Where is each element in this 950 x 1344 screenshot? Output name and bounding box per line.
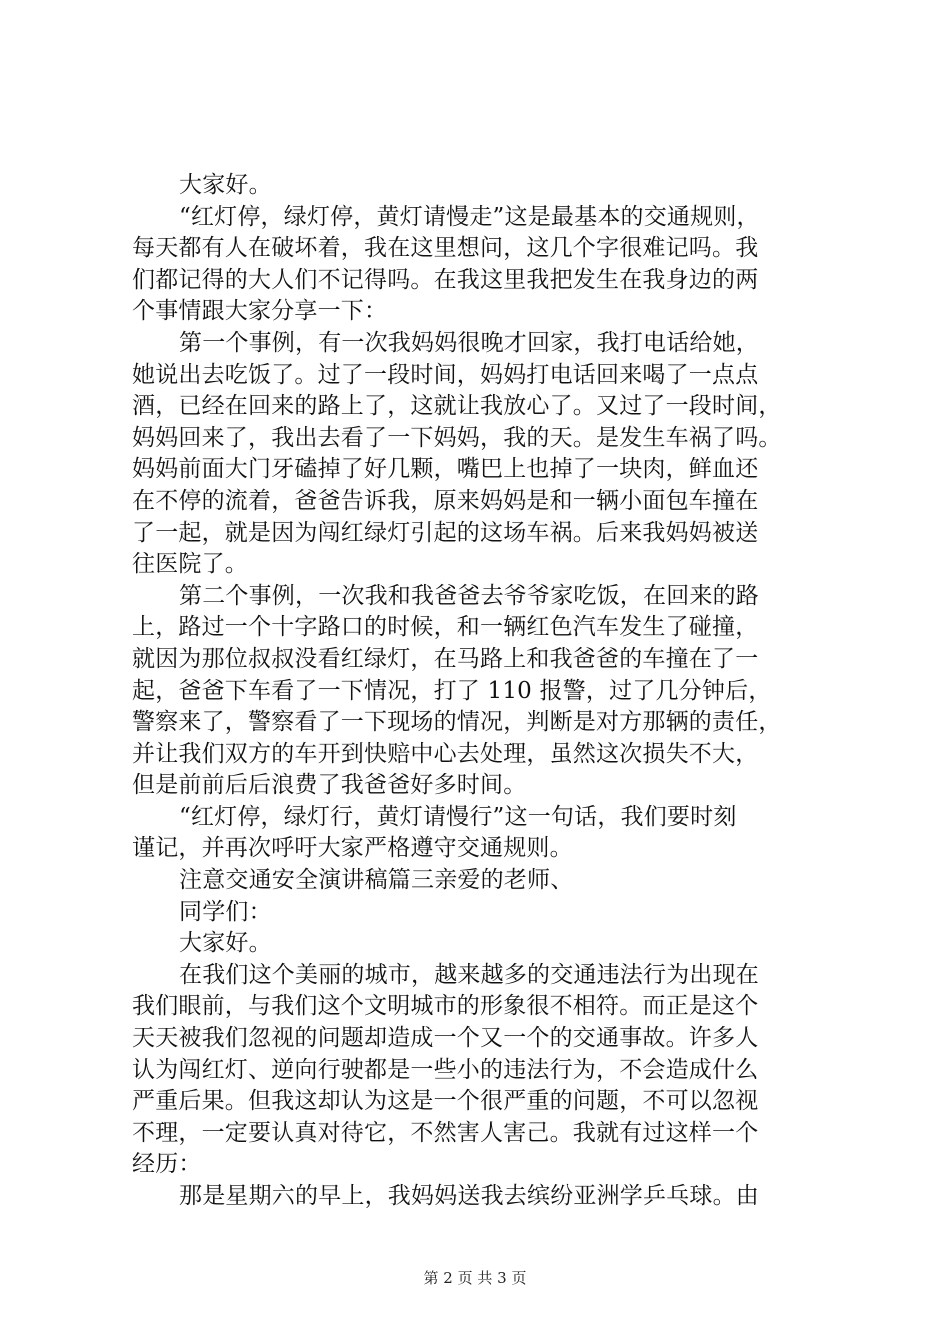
text-line: 天天被我们忽视的问题却造成一个又一个的交通事故。许多人 [132, 1025, 759, 1052]
text-line: “红灯停，绿灯停，黄灯请慢走”这是最基本的交通规则， [179, 203, 760, 230]
paragraph [132, 802, 832, 865]
text-line: 第二个事例，一次我和我爸爸去爷爷家吃饭，在回来的路 [179, 582, 759, 609]
text-line: 妈妈前面大门牙磕掉了好几颗，嘴巴上也掉了一块肉，鲜血还 [132, 456, 759, 483]
text-line: 在我们这个美丽的城市，越来越多的交通违法行为出现在 [179, 961, 759, 988]
text-line: 警察来了，警察看了一下现场的情况，判断是对方那辆的责任， [132, 709, 782, 736]
paragraph [132, 328, 832, 581]
section-heading: 注意交通安全演讲稿篇三亲爱的老师、 [179, 867, 574, 894]
text-line: 个事情跟大家分享一下： [132, 298, 388, 325]
text-line: 在不停的流着，爸爸告诉我，原来妈妈是和一辆小面包车撞在 [132, 487, 759, 514]
text-line: 就因为那位叔叔没看红绿灯，在马路上和我爸爸的车撞在了一 [132, 645, 759, 672]
text-line: 她说出去吃饭了。过了一段时间，妈妈打电话回来喝了一点点 [132, 361, 759, 388]
text-line: 并让我们双方的车开到快赔中心去处理，虽然这次损失不大， [132, 740, 759, 767]
page-footer [0, 1268, 950, 1288]
document-body [132, 170, 832, 1213]
text-line: 上，路过一个十字路口的时候，和一辆红色汽车发生了碰撞， [132, 614, 759, 641]
text-line: 我们眼前，与我们这个文明城市的形象很不相符。而正是这个 [132, 993, 759, 1020]
text-line: 起，爸爸下车看了一下情况，打了 110 报警，过了几分钟后， [132, 677, 772, 704]
page-number: 第 2 页 共 3 页 [423, 1269, 527, 1287]
text-line: 认为闯红灯、逆向行驶都是一些小的违法行为，不会造成什么 [132, 1056, 759, 1083]
paragraph [132, 960, 832, 1181]
paragraph [132, 897, 832, 929]
text-line: 经历： [132, 1151, 202, 1178]
paragraph [132, 202, 832, 328]
text-line: 们都记得的大人们不记得吗。在我这里我把发生在我身边的两 [132, 266, 759, 293]
text-line: 妈妈回来了，我出去看了一下妈妈，我的天。是发生车祸了吗。 [132, 424, 782, 451]
paragraph [132, 581, 832, 802]
paragraph [132, 1181, 832, 1213]
text-line: 了一起，就是因为闯红绿灯引起的这场车祸。后来我妈妈被送 [132, 519, 759, 546]
greeting: 大家好。 [179, 930, 272, 957]
paragraph [132, 928, 832, 960]
text-line: 但是前前后后浪费了我爸爸好多时间。 [132, 772, 527, 799]
text-line: 酒，已经在回来的路上了，这就让我放心了。又过了一段时间， [132, 393, 782, 420]
text-line: 那是星期六的早上，我妈妈送我去缤纷亚洲学乒乓球。由 [179, 1183, 759, 1209]
text-line: 第一个事例，有一次我妈妈很晚才回家，我打电话给她， [179, 329, 759, 356]
text-line: 不理，一定要认真对待它，不然害人害己。我就有过这样一个 [132, 1119, 759, 1146]
text-line: 谨记，并再次呼吁大家严格遵守交通规则。 [132, 835, 573, 862]
text-line: 大家好。 [179, 172, 272, 198]
text-line: 往医院了。 [132, 551, 248, 578]
text-line: “红灯停，绿灯行，黄灯请慢行”这一句话，我们要时刻 [179, 803, 737, 830]
paragraph [132, 865, 832, 897]
paragraph [132, 170, 832, 202]
salutation: 同学们： [179, 898, 272, 925]
text-line: 严重后果。但我这却认为这是一个很严重的问题，不可以忽视 [132, 1088, 759, 1115]
text-line: 每天都有人在破坏着，我在这里想问，这几个字很难记吗。我 [132, 235, 759, 262]
